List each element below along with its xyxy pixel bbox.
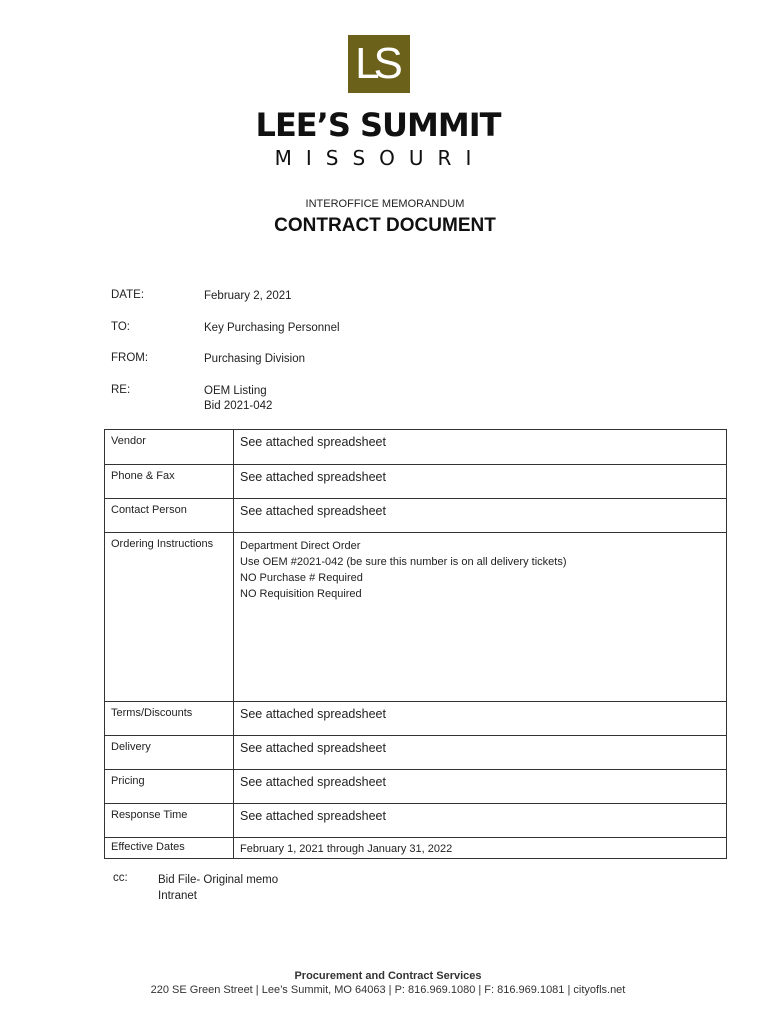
row-value: See attached spreadsheet	[234, 702, 727, 736]
cc-recipient: Intranet	[158, 890, 197, 902]
table-row	[105, 804, 727, 838]
table-row	[105, 499, 727, 533]
table-row	[105, 430, 727, 465]
memo-type-label: INTEROFFICE MEMORANDUM	[305, 198, 465, 210]
cc-recipients	[158, 872, 358, 904]
row-value: See attached spreadsheet	[234, 465, 727, 499]
table-row	[105, 736, 727, 770]
contract-details-table	[104, 429, 727, 859]
table-row	[105, 465, 727, 499]
row-label: Vendor	[105, 430, 234, 465]
row-value: See attached spreadsheet	[234, 430, 727, 465]
table-row	[105, 533, 727, 702]
row-label: Delivery	[105, 736, 234, 770]
date-value: February 2, 2021	[204, 290, 292, 302]
instruction-line: Use OEM #2021-042 (be sure this number is on all delivery tickets)	[240, 556, 567, 568]
row-label: Terms/Discounts	[105, 702, 234, 736]
row-value: February 1, 2021 through January 31, 2022	[234, 838, 727, 859]
row-label: Phone & Fax	[105, 465, 234, 499]
to-value: Key Purchasing Personnel	[204, 322, 340, 334]
footer-department: Procurement and Contract Services	[294, 970, 482, 982]
table-row	[105, 702, 727, 736]
date-label: DATE:	[111, 289, 145, 301]
row-value: See attached spreadsheet	[234, 499, 727, 533]
city-logo-monogram: LS	[348, 35, 410, 93]
row-label: Response Time	[105, 804, 234, 838]
re-label: RE:	[111, 384, 131, 396]
row-value: See attached spreadsheet	[234, 736, 727, 770]
cc-recipient: Bid File- Original memo	[158, 874, 279, 886]
re-value-line-1: OEM Listing	[204, 385, 267, 397]
table-row	[105, 838, 727, 859]
table-row	[105, 770, 727, 804]
row-value: See attached spreadsheet	[234, 770, 727, 804]
row-label: Pricing	[105, 770, 234, 804]
cc-label: cc:	[113, 872, 128, 884]
row-label: Ordering Instructions	[105, 533, 234, 702]
instruction-line: Department Direct Order	[240, 540, 361, 552]
footer-address: 220 SE Green Street | Lee’s Summit, MO 64063 | P: 816.969.1080 | F: 816.969.1081 | cityofls.net	[150, 984, 626, 996]
document-title: CONTRACT DOCUMENT	[274, 215, 496, 236]
ordering-instructions-value	[234, 533, 727, 702]
state-name: MISSOURI	[274, 146, 486, 170]
from-label: FROM:	[111, 352, 149, 364]
row-label: Effective Dates	[105, 838, 234, 859]
city-name: LEE’S SUMMIT	[255, 106, 501, 144]
from-value: Purchasing Division	[204, 353, 305, 365]
re-value-line-2: Bid 2021-042	[204, 400, 273, 412]
to-label: TO:	[111, 321, 130, 333]
row-value: See attached spreadsheet	[234, 804, 727, 838]
re-value	[204, 384, 504, 414]
row-label: Contact Person	[105, 499, 234, 533]
instruction-line: NO Requisition Required	[240, 588, 362, 600]
instruction-line: NO Purchase # Required	[240, 572, 363, 584]
